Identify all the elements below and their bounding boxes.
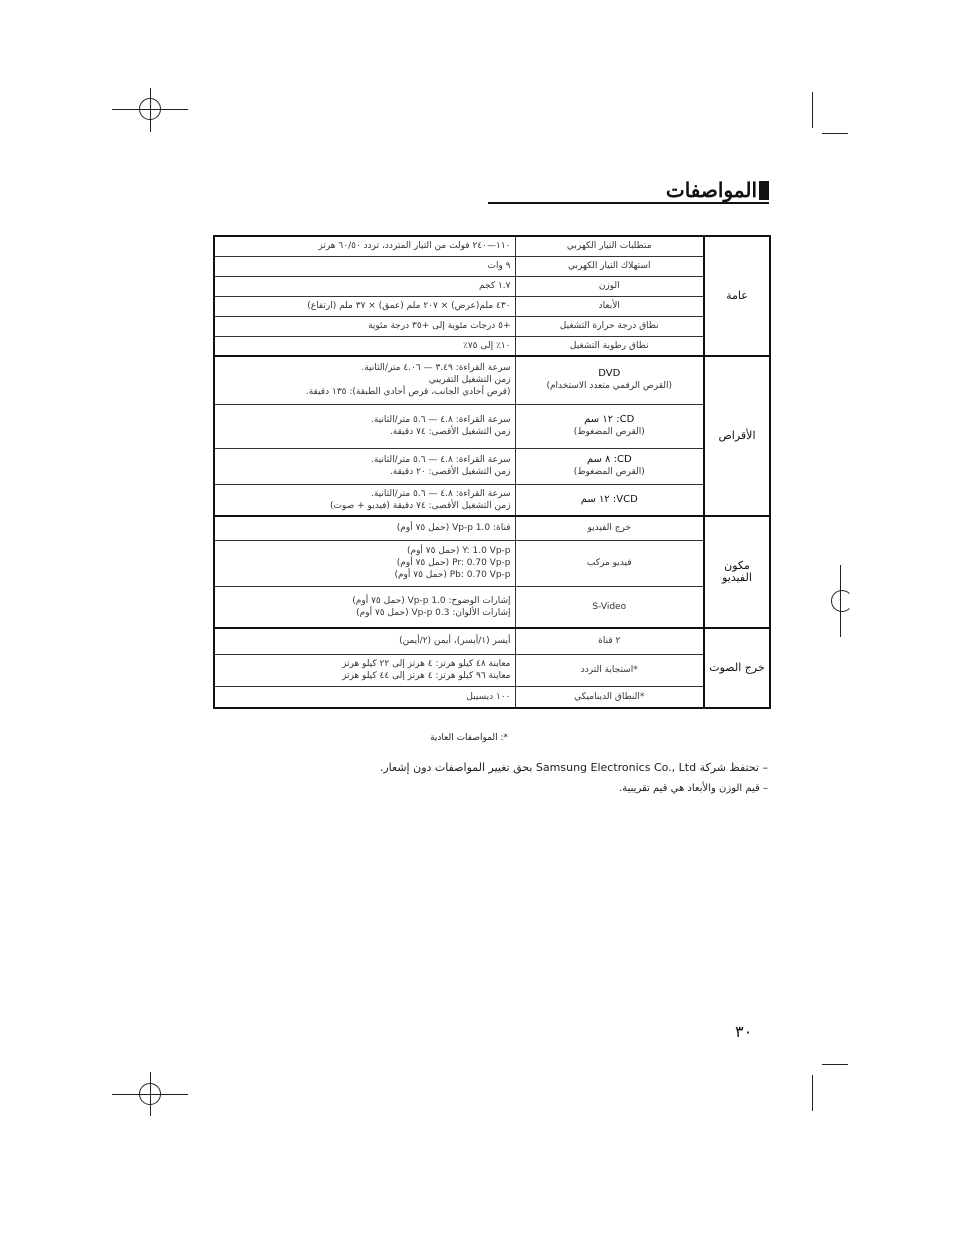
crop-mark <box>840 565 841 637</box>
spec-item: DVD (القرص الرقمي متعدد الاستخدام) <box>515 356 704 404</box>
category-video: مكون الفيديو <box>704 516 770 628</box>
table-row <box>214 654 770 686</box>
page-title: المواصفات <box>665 178 757 202</box>
spec-value: أيسر (١/أيسر)، أيمن (٢/أيمن) <box>214 628 515 654</box>
table-row <box>214 316 770 336</box>
spec-value: ٤٣٠ ملم(عرض) × ٢٠٧ ملم (عمق) × ٣٧ ملم (ارتفاع) <box>214 296 515 316</box>
spec-value: Y: 1.0 Vp-p (حمل ٧٥ أوم) Pr: 0.70 Vp-p (حمل ٧٥ أوم) Pb: 0.70 Vp-p (حمل ٧٥ أوم) <box>214 540 515 586</box>
spec-item: متطلبات التيار الكهربي <box>515 236 704 256</box>
specifications-table <box>213 235 771 709</box>
spec-value: إشارات الوضوح: 1.0 Vp-p (حمل ٧٥ أوم) إشارات الألوان: 0.3 Vp-p (حمل ٧٥ أوم) <box>214 586 515 628</box>
table-row <box>214 484 770 516</box>
crop-mark <box>150 88 151 132</box>
note-asterisk: *: المواصفات العادية <box>430 733 508 743</box>
category-discs: الأقراص <box>704 356 770 516</box>
crop-mark <box>812 1075 813 1111</box>
table-row <box>214 448 770 484</box>
spec-item: استهلاك التيار الكهربي <box>515 256 704 276</box>
table-row <box>214 276 770 296</box>
spec-value: ١.٧ كجم <box>214 276 515 296</box>
note-line-1: – تحتفظ شركة Samsung Electronics Co., Ltd بحق تغيير المواصفات دون إشعار. <box>379 761 768 774</box>
spec-value: ١١٠—٢٤٠ فولت من التيار المتردد، تردد ٦٠/٥٠ هرتز <box>214 236 515 256</box>
spec-item: VCD: ١٢ سم <box>515 484 704 516</box>
page-title-bar <box>488 178 769 204</box>
spec-value: سرعة القراءة: ٤.٨ — ٥.٦ متر/الثانية. زمن التشغيل الأقصى: ٧٤ دقيقة. <box>214 404 515 448</box>
spec-item: ٢ قناة <box>515 628 704 654</box>
table-row <box>214 540 770 586</box>
table-row <box>214 336 770 356</box>
title-marker <box>759 181 769 200</box>
spec-item: الأبعاد <box>515 296 704 316</box>
spec-value: معاينة ٤٨ كيلو هرتز: ٤ هرتز إلى ٢٢ كيلو هرتز معاينة ٩٦ كيلو هرتز: ٤ هرتز إلى ٤٤ كيلو هرتز <box>214 654 515 686</box>
table-row <box>214 404 770 448</box>
table-row <box>214 686 770 708</box>
spec-item: الوزن <box>515 276 704 296</box>
table-row <box>214 236 770 256</box>
spec-value: قناة: 1.0 Vp-p (حمل ٧٥ أوم) <box>214 516 515 540</box>
spec-value: +٥ درجات مئوية إلى +٣٥ درجة مئوية <box>214 316 515 336</box>
spec-item: S-Video <box>515 586 704 628</box>
spec-item: فيديو مركب <box>515 540 704 586</box>
spec-item: نطاق درجة حرارة التشغيل <box>515 316 704 336</box>
crop-mark <box>822 1064 848 1065</box>
spec-item: *النطاق الديناميكي <box>515 686 704 708</box>
spec-value: سرعة القراءة: ٤.٨ — ٥.٦ متر/الثانية. زمن التشغيل الأقصى: ٧٤ دقيقة (فيديو + صوت) <box>214 484 515 516</box>
spec-item: خرج الفيديو <box>515 516 704 540</box>
spec-item: نطاق رطوبة التشغيل <box>515 336 704 356</box>
crop-mark <box>822 133 848 134</box>
table-row <box>214 256 770 276</box>
crop-mark <box>150 1072 151 1116</box>
table-row <box>214 628 770 654</box>
registration-mark-right <box>831 590 853 612</box>
spec-value: ١٠٪ إلى ٧٥٪ <box>214 336 515 356</box>
spec-item: CD: ١٢ سم (القرص المضغوط) <box>515 404 704 448</box>
spec-item: *استجابة التردد <box>515 654 704 686</box>
crop-mark <box>812 92 813 128</box>
category-general: عامة <box>704 236 770 356</box>
spec-item: CD: ٨ سم (القرص المضغوط) <box>515 448 704 484</box>
spec-value: ١٠٠ ديسيبل <box>214 686 515 708</box>
spec-value: سرعة القراءة: ٣.٤٩ — ٤.٠٦ متر/الثانية. زمن التشغيل التقريبي (قرص أحادي الجانب، قرص أحادي الطبقة): ١٣٥ دقيقة. <box>214 356 515 404</box>
table-row <box>214 296 770 316</box>
note-line-2: – قيم الوزن والأبعاد هي قيم تقريبية. <box>619 783 768 794</box>
table-row <box>214 586 770 628</box>
spec-value: سرعة القراءة: ٤.٨ — ٥.٦ متر/الثانية. زمن التشغيل الأقصى: ٢٠ دقيقة. <box>214 448 515 484</box>
title-underline <box>488 202 769 204</box>
category-audio: خرج الصوت <box>704 628 770 708</box>
table-row <box>214 356 770 404</box>
spec-value: ٩ وات <box>214 256 515 276</box>
page-number: ٣٠ <box>735 1022 753 1041</box>
table-row <box>214 516 770 540</box>
